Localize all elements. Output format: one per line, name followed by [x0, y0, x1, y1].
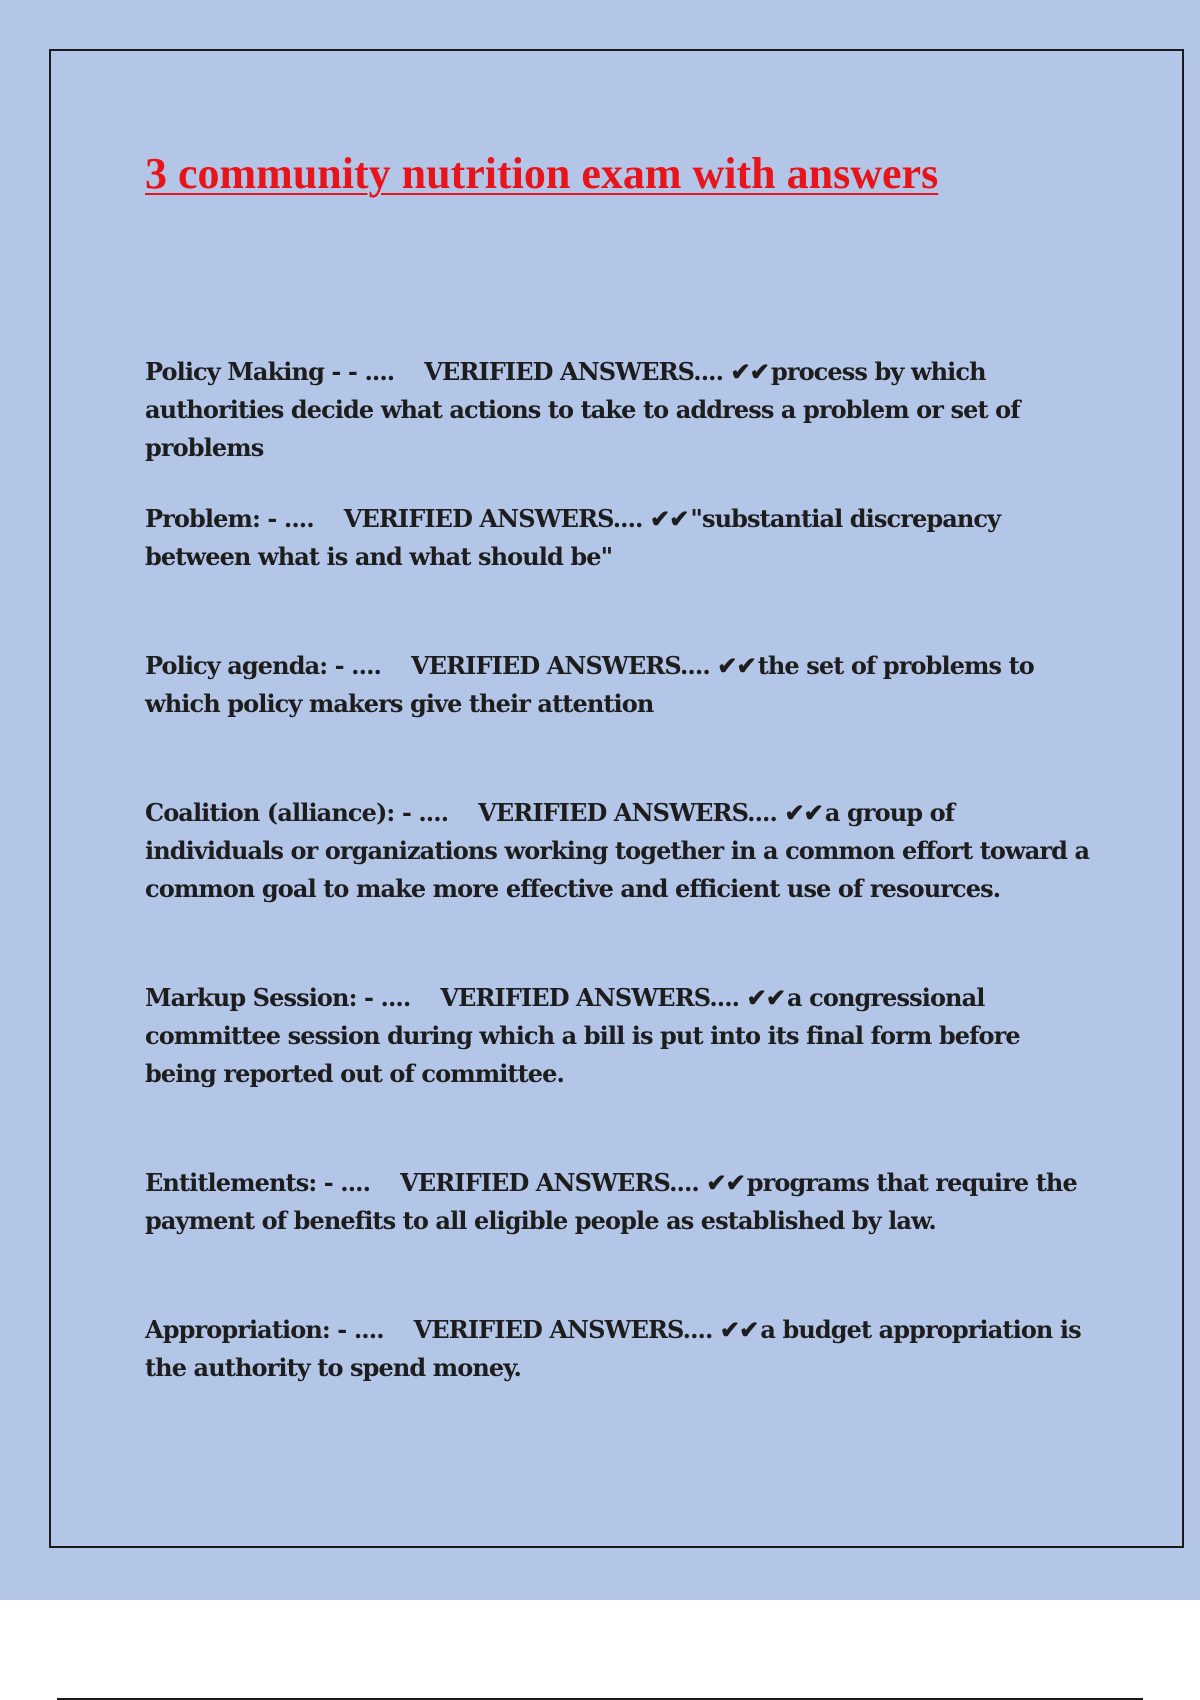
entry-verified-label: VERIFIED ANSWERS....: [400, 1168, 699, 1197]
entry-term: Policy agenda: - ....: [145, 651, 381, 680]
qa-entry-appropriation: [145, 1311, 1095, 1387]
entry-verified-label: VERIFIED ANSWERS....: [411, 651, 710, 680]
entry-verified-label: VERIFIED ANSWERS....: [413, 1315, 713, 1344]
entry-answer: a congressional committee session during which a bill is put into its final form before being reported out of committee.: [145, 983, 1020, 1088]
entry-verified-label: VERIFIED ANSWERS....: [424, 357, 724, 386]
entry-term: Entitlements: - ....: [145, 1168, 371, 1197]
qa-entry-entitlements: [145, 1164, 1095, 1240]
qa-entry-policy-agenda: [145, 647, 1095, 723]
qa-entry-problem: [145, 500, 1095, 576]
entry-term: Appropriation: - ....: [145, 1315, 384, 1344]
document-title: 3 community nutrition exam with answers: [145, 149, 939, 198]
double-check-icon: ✔✔: [717, 651, 756, 680]
entry-answer: process by which authorities decide what actions to take to address a problem or set of problems: [145, 357, 1020, 462]
entry-term: Markup Session: - ....: [145, 983, 411, 1012]
double-check-icon: ✔✔: [784, 798, 823, 827]
entry-answer: a budget appropriation is the authority to spend money.: [145, 1315, 1081, 1382]
double-check-icon: ✔✔: [746, 983, 786, 1012]
entry-answer: the set of problems to which policy makers give their attention: [145, 651, 1034, 718]
qa-entry-coalition: [145, 794, 1095, 908]
qa-entry-policy-making: [145, 353, 1095, 467]
entry-verified-label: VERIFIED ANSWERS....: [343, 504, 643, 533]
entry-term: Coalition (alliance): - ....: [145, 798, 449, 827]
entry-term: Policy Making - - ....: [145, 357, 395, 386]
double-check-icon: ✔✔: [730, 357, 769, 386]
entry-answer: a group of individuals or organizations working together in a common effort toward a common goal to make more effective and efficient use of resources.: [145, 798, 1090, 903]
double-check-icon: ✔✔: [719, 1315, 759, 1344]
entry-verified-label: VERIFIED ANSWERS....: [478, 798, 777, 827]
entry-answer: programs that require the payment of benefits to all eligible people as established by law.: [145, 1168, 1077, 1235]
entry-verified-label: VERIFIED ANSWERS....: [440, 983, 740, 1012]
entry-answer: "substantial discrepancy between what is and what should be": [145, 504, 1001, 571]
entry-term: Problem: - ....: [145, 504, 314, 533]
double-check-icon: ✔✔: [649, 504, 689, 533]
qa-entry-markup-session: [145, 979, 1095, 1093]
double-check-icon: ✔✔: [706, 1168, 745, 1197]
